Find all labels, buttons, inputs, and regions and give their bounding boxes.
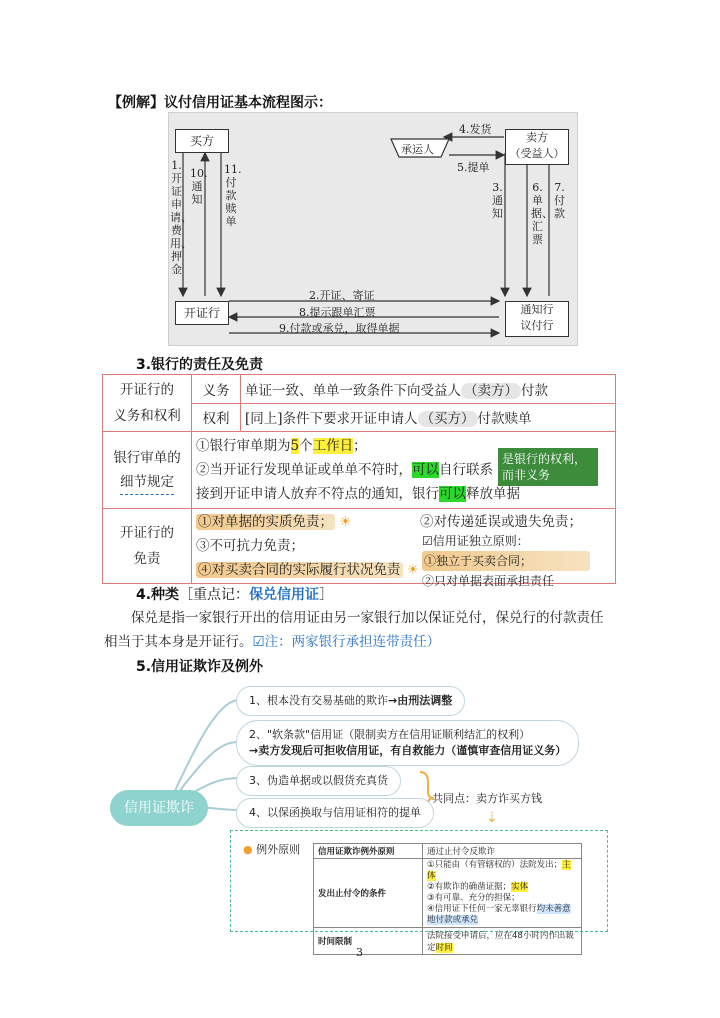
carrier-label: 承运人 [401,143,434,156]
right-text: [同上]条件下要求开证申请人 （买方） 付款赎单 [241,403,616,432]
independence-principle: ☑信用证独立原则： ①独立于买卖合同； ②只对单据表面承担责任 [422,531,590,591]
duty-text: 单证一致、单单一致条件下向受益人 （卖方） 付款 [241,375,616,404]
section5-title: 5.信用证欺诈及例外 [136,659,264,675]
down-arrow-icon: ⇣ [486,810,498,826]
step8-label: 8.提示跟单汇票 [299,306,376,319]
step7-label: 7.付款 [554,181,565,220]
rights-callout: 是银行的权利， 而非义务 [498,448,598,486]
common-point: 共同点：卖方诈买方钱 [432,792,542,805]
seller-box: 卖方 （受益人） [505,129,569,165]
duty-label: 义务 [192,375,241,404]
circle-icon: ● [243,843,253,856]
branch-2: 2、"软条款"信用证（限制卖方在信用证顺利结汇的权利） →卖方发现后可拒收信用证，有自救能力（谨慎审查信用证义务） [236,720,579,766]
advising-bank-box: 通知行 议付行 [505,301,569,337]
mindmap-center: 信用证欺诈 [110,790,208,826]
page-number: 3 [356,946,363,959]
issuing-bank-box: 开证行 [175,301,229,325]
buyer-box: 买方 [175,129,229,153]
exception-table: 信用证欺诈例外原则 通过止付令反欺诈 发出止付令的条件 ①只能由（有管辖权的）法院发出；主体 ②有欺诈的确凿证据；实体 ③有可靠、充分的担保； ④信用证下任何一家无辜银行均未善意地付款或承兑 时间限制 法院接受申请后，应在48小时内作出裁定时间 [313,843,582,955]
step3-label: 3.通知 [492,181,503,220]
lc-flowchart [168,112,578,346]
exception-title: ● 例外原则 [243,843,301,856]
obligation-rights-cell: 开证行的 义务和权利 [103,375,192,432]
step6-label: 6.单据、汇票 [531,181,553,246]
branch-1: 1、根本没有交易基础的欺诈→由刑法调整 [236,686,465,716]
exemption-text: ①对单据的实质免责； ☀ ③不可抗力免责； ④对买卖合同的实际履行状况免责 ☀ ②对传递延误或遗失免责； ☑信用证独立原则： ①独立于买卖合同； ②只对单据表面承担责任 [192,509,616,584]
branch-3: 3、伪造单据或以假货充真货 [236,766,401,796]
exemption-cell: 开证行的 免责 [103,509,192,584]
exception-box [230,830,608,953]
step2-label: 2.开证、寄证 [309,289,375,302]
step9-label: 9.付款或承兑，取得单据 [279,322,400,335]
right-label: 权利 [192,403,241,432]
review-detail-cell: 银行审单的 细节规定 [103,432,192,509]
branch-4: 4、以保函换取与信用证相符的提单 [236,798,434,828]
section4-title: 4.种类［重点记：保兑信用证］ [136,587,334,603]
step11-label: 11.付款赎单 [224,163,242,228]
section4-paragraph: 保兑是指一家银行开出的信用证由另一家银行加以保证兑付，保兑行的付款责任相当于其本身是开证行。☑注：两家银行承担连带责任） [104,610,604,650]
section3-title: 3.银行的责任及免责 [136,357,264,373]
step1-label: 1.开证申请、费用、押金 [170,159,192,276]
bank-responsibility-table [102,374,616,588]
step4-label: 4.发货 [459,123,492,136]
sun-icon: ☀ [402,562,419,578]
example-title: 【例解】议付信用证基本流程图示： [108,95,332,111]
step10-label: 10.通知 [190,167,208,206]
review-detail-text: ①银行审单期为5个工作日； ②当开证行发现单证或单单不符时，可以自行联系 接到开证申请人放弃不符点的通知，银行可以释放单据 是银行的权利， 而非义务 [192,432,616,509]
step5-label: 5.提单 [457,161,490,174]
sun-icon: ☀ [335,514,352,530]
